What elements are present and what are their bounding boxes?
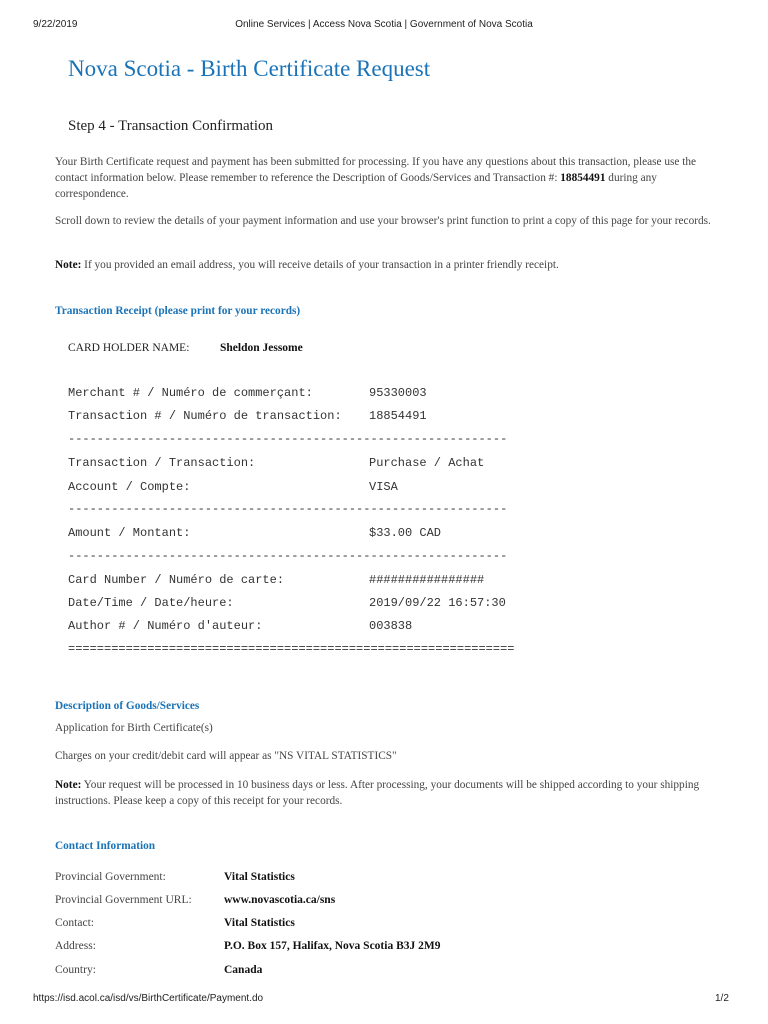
card-number-value: ################	[369, 573, 485, 587]
goods-item: Application for Birth Certificate(s)	[55, 722, 213, 734]
print-page-number: 1/2	[715, 993, 729, 1004]
contact-label: Contact:	[55, 917, 94, 929]
contact-value: Vital Statistics	[224, 871, 295, 883]
page-title: Nova Scotia - Birth Certificate Request	[68, 56, 431, 81]
account-value: VISA	[369, 480, 398, 494]
step-heading: Step 4 - Transaction Confirmation	[68, 118, 273, 134]
datetime-label: Date/Time / Date/heure:	[68, 596, 234, 610]
separator-dashes: -------------------------------------------------------------	[68, 549, 508, 563]
author-value: 003838	[369, 619, 413, 633]
transaction-no-label: Transaction # / Numéro de transaction:	[68, 409, 342, 423]
contact-value: P.O. Box 157, Halifax, Nova Scotia B3J 2M9	[224, 940, 441, 952]
review-paragraph: Scroll down to review the details of your payment information and use your browser's print function to print a copy of this page for your records.	[55, 215, 711, 227]
separator-equals: ==============================================================	[68, 642, 515, 656]
amount-value: $33.00 CAD	[369, 526, 442, 540]
card-number-label: Card Number / Numéro de carte:	[68, 573, 285, 587]
contact-label: Provincial Government URL:	[55, 894, 192, 906]
transaction-type-label: Transaction / Transaction:	[68, 456, 256, 470]
separator-dashes: -------------------------------------------------------------	[68, 432, 508, 446]
author-label: Author # / Numéro d'auteur:	[68, 619, 263, 633]
merchant-label: Merchant # / Numéro de commerçant:	[68, 386, 313, 400]
contact-heading: Contact Information	[55, 840, 156, 852]
print-url: https://isd.acol.ca/isd/vs/BirthCertificate/Payment.do	[33, 993, 264, 1004]
contact-value: Canada	[224, 964, 263, 976]
processing-note: Note: Your request will be processed in 10 business days or less. After processing, your documents will be shipped according to your shipping instructions. Please keep a copy of this receipt for your records.	[55, 779, 700, 807]
charges-descriptor: Charges on your credit/debit card will appear as "NS VITAL STATISTICS"	[55, 750, 397, 762]
receipt-heading: Transaction Receipt (please print for your records)	[55, 305, 301, 317]
transaction-type-value: Purchase / Achat	[369, 456, 485, 470]
contact-label: Country:	[55, 964, 96, 976]
card-holder-label: CARD HOLDER NAME:	[68, 342, 190, 354]
transaction-number: 18854491	[560, 172, 606, 184]
print-date: 9/22/2019	[33, 19, 78, 30]
datetime-value: 2019/09/22 16:57:30	[369, 596, 506, 610]
account-label: Account / Compte:	[68, 480, 191, 494]
contact-label: Address:	[55, 940, 96, 952]
separator-dashes: -------------------------------------------------------------	[68, 502, 508, 516]
intro-paragraph: Your Birth Certificate request and payment has been submitted for processing. If you have any questions about this transaction, please use the contact information below. Please remember to reference the Description of Goods/Services and Transaction #: 18854491 during any correspondence.	[55, 156, 697, 200]
amount-label: Amount / Montant:	[68, 526, 191, 540]
card-holder-value: Sheldon Jessome	[220, 342, 303, 354]
contact-url-link[interactable]: www.novascotia.ca/sns	[224, 894, 336, 906]
email-note: Note: If you provided an email address, you will receive details of your transaction in a printer friendly receipt.	[55, 259, 559, 271]
goods-heading: Description of Goods/Services	[55, 700, 200, 712]
merchant-value: 95330003	[369, 386, 427, 400]
transaction-no-value: 18854491	[369, 409, 427, 423]
contact-value: Vital Statistics	[224, 917, 295, 929]
print-title: Online Services | Access Nova Scotia | Government of Nova Scotia	[235, 19, 533, 30]
contact-label: Provincial Government:	[55, 871, 166, 883]
